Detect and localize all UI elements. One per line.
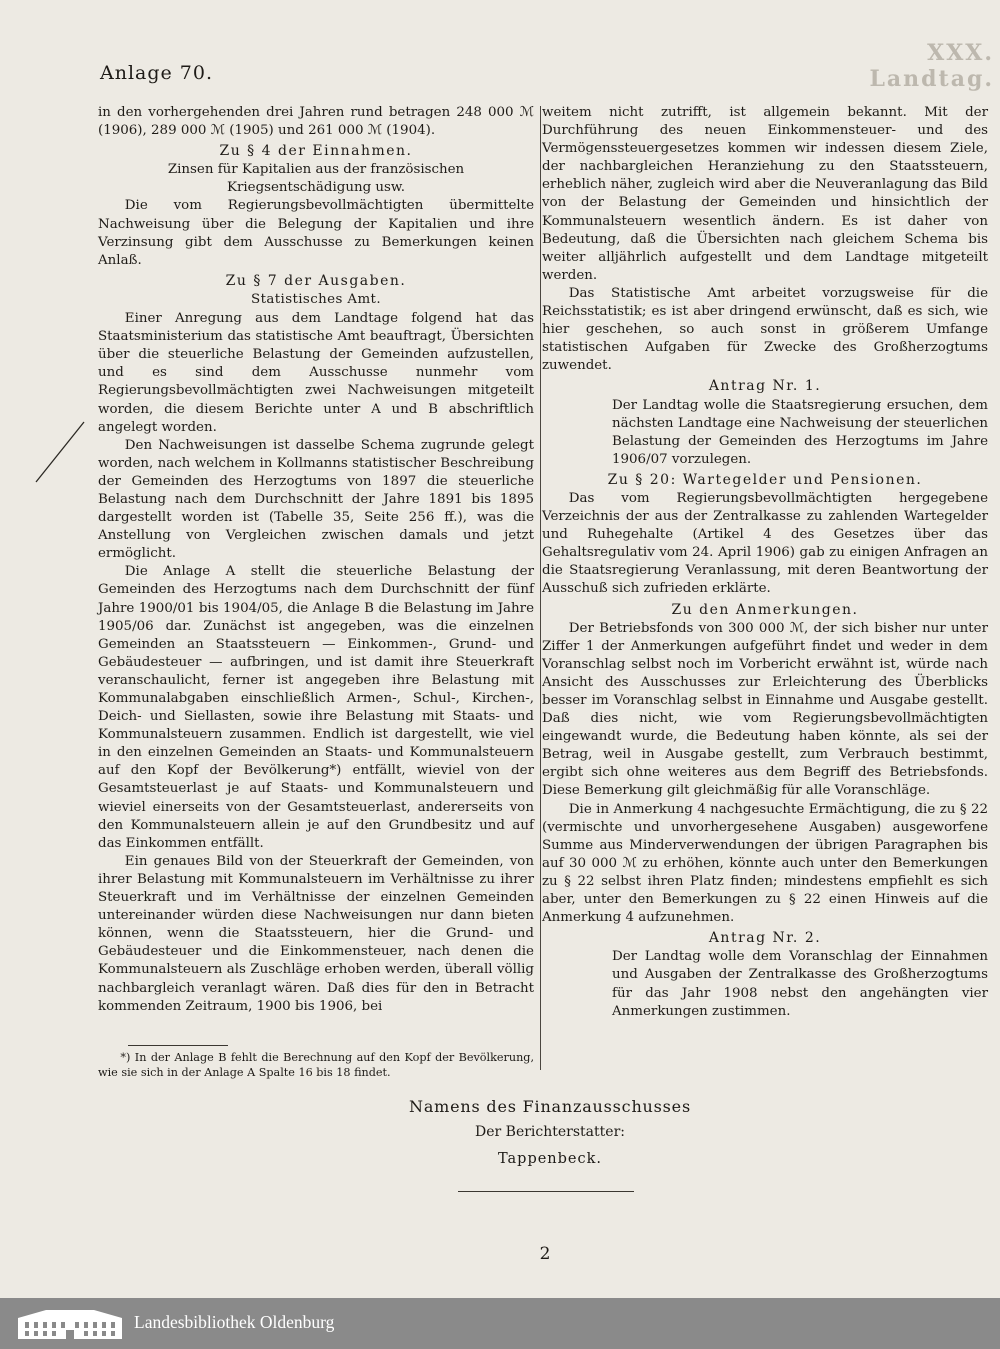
right-column xyxy=(542,104,988,1021)
paragraph-anregung: Einer Anregung aus dem Landtage folgend hat das Staatsministerium das statistische Amt beauftragt, Übersichten über die steuerliche Belastung der Gemeinden aufzustellen, und es sind dem Ausschusse nunmehr vom Regierungsbevollmächtigten zwei Nachweisungen mitgeteilt worden, die diesem Berichte unter A und B abschriftlich angelegt worden. xyxy=(98,311,534,435)
paragraph-statistisches-amt: Das Statistische Amt arbeitet vorzugsweise für die Reichsstatistik; es ist aber dringend erwünscht, daß es sich, wie hier geschehen, so auch sonst in größerem Umfange statistischen Aufgaben für Zwecke des Großherzogtums zuwendet. xyxy=(542,285,988,374)
paragraph-anlage: Die Anlage A stellt die steuerliche Belastung der Gemeinden des Herzogtums nach dem Durchschnitt der fünf Jahre 1900/01 bis 1904/05, die Anlage B die Belastung im Jahre 1905/06 dar. Zunächst ist angegeben, was die einzelnen Gemeinden an Staatssteuern — Einkommen-, Grund- und Gebäudesteuer — aufbringen, und ist damit ihre Steuerkraft veranschaulicht, ferner ist angegeben ihre Belastung mit Kommunalabgaben einschließlich Armen-, Schul-, Kirchen-, Deich- und Siellasten, sowie ihre Belastung mit Staats- und Kommunalsteuern zusammen. Endlich ist dargestellt, wie viel in den einzelnen Gemeinden an Staats- und Kommunalsteuern auf den Kopf der Bevölkerung*) entfällt, wieviel von der Gesamtsteuerlast je auf Staats- und Kommunalsteuern und wieviel einerseits von der Gesamtsteuerlast, andererseits von den Kommunalsteuern allein je auf den Grundbesitz und auf das Einkommen entfällt. xyxy=(98,564,534,851)
motion-antrag-2: Der Landtag wolle dem Voranschlag der Einnahmen und Ausgaben der Zentralkasse des Großherzogtums für das Jahr 1908 nebst den angehängten vier Anmerkungen zustimmen. xyxy=(612,949,988,1019)
signature-committee: Namens des Finanzausschusses xyxy=(409,1097,691,1116)
page-header: Anlage 70. xyxy=(100,62,214,84)
signature-name: Tappenbeck. xyxy=(497,1151,603,1167)
motion-antrag-1: Der Landtag wolle die Staatsregierung ersuchen, dem nächsten Landtage eine Nachweisung der steuerlichen Belastung der Gemeinden des Herzogtums im Jahre 1906/07 vorzulegen. xyxy=(612,397,988,467)
library-building-icon xyxy=(16,1308,124,1340)
paragraph-weitem: weitem nicht zutrifft, ist allgemein bekannt. Mit der Durchführung des neuen Einkommensteuer- und des Vermögenssteuergesetzes kommen wir indessen diesem Ziele, der nachbargleichen Heranziehung zu den Staatssteuern, erheblich näher, zugleich wird aber die Neuveranlagung das Bild von der Belastung der Gemeinden und hinsichtlich der Kommunalsteuern wesentlich ändern. Es ist daher von Bedeutung, daß die Übersichten nach gleichem Schema bis weiter alljährlich aufgestellt und dem Landtage mitgeteilt werden. xyxy=(542,105,988,283)
subheading-zinsen: Zinsen für Kapitalien aus der französischen Kriegsentschädigung usw. xyxy=(167,162,465,196)
subheading-statistisches-amt: Statistisches Amt. xyxy=(251,291,381,307)
column-divider xyxy=(540,106,541,1070)
page-number: 2 xyxy=(539,1244,551,1264)
footnote-rule xyxy=(128,1045,228,1046)
paragraph-wartegelder: Das vom Regierungsbevollmächtigten hergegebene Verzeichnis der aus der Zentralkasse zu zahlenden Wartegelder und Ruhegehalte (Artikel 4 des Gesetzes über das Gehaltsregulativ vom 24. April 1906) gab zu einigen Anfragen an die Staatsregierung Veranlassung, mit deren Beantwortung der Ausschuß sich zufrieden erklärte. xyxy=(542,490,988,597)
paragraph-schema: Den Nachweisungen ist dasselbe Schema zugrunde gelegt worden, nach welchem in Kollmanns statistischer Beschreibung der Gemeinden des Herzogtums von 1897 die steuerliche Belastung nach dem Durchschnitt der Jahre 1891 bis 1895 dargestellt worden ist (Tabelle 35, Seite 256 ff.), was die Anstellung von Vergleichen zwischen damals und jetzt ermöglicht. xyxy=(98,437,534,562)
footnote: *) In der Anlage B fehlt die Berechnung auf den Kopf der Bevölkerung, wie sie sich in der Anlage A Spalte 16 bis 18 findet. xyxy=(98,1051,534,1079)
paragraph-bild: Ein genaues Bild von der Steuerkraft der Gemeinden, von ihrer Belastung mit Kommunalsteuern im Verhältnisse zu ihrer Steuerkraft und im Verhältnisse der einzelnen Gemeinden untereinander würden diese Nachweisungen nur dann bieten können, wenn die Staatssteuern, hier die Grund- und Gebäudesteuer und die Einkommensteuer, nach denen die Kommunalsteuern als Zuschläge erhoben werden, überall völlig nachbargleich veranlagt wären. Daß dies für den in Betracht kommenden Zeitraum, 1900 bis 1906, bei xyxy=(98,853,534,1014)
bleed-through-heading: XXX. Landtag. xyxy=(869,40,994,92)
heading-ausgaben: Zu § 7 der Ausgaben. xyxy=(225,272,407,289)
intro-paragraph: in den vorhergehenden drei Jahren rund betragen 248 000 ℳ (1906), 289 000 ℳ (1905) und 261 000 ℳ (1904). xyxy=(98,105,534,139)
heading-paragraph-20: Zu § 20: Wartegelder und Pensionen. xyxy=(607,471,923,488)
paragraph-zinsen: Die vom Regierungsbevollmächtigten übermittelte Nachweisung über die Belegung der Kapitalien und ihre Verzinsung gibt dem Ausschusse zu Bemerkungen keinen Anlaß. xyxy=(98,198,534,268)
heading-anmerkungen: Zu den Anmerkungen. xyxy=(671,601,859,618)
paragraph-betriebsfonds: Der Betriebsfonds von 300 000 ℳ, der sich bisher nur unter Ziffer 1 der Anmerkungen aufgeführt findet und weder in dem Voranschlag selbst noch im Vorbericht erwähnt ist, würde nach Ansicht des Ausschusses zur Erleichterung des Überblicks besser im Voranschlag selbst in Einnahme und Ausgabe gestellt. Daß dies nicht, wie vom Regierungsbevollmächtigten eingewandt wurde, die Bedeutung haben könnte, als sei der Betrag, weil in Ausgabe gestellt, zum Verbrauch bestimmt, ergibt sich ohne weiteres aus dem Begriff des Betriebsfonds. Diese Bemerkung gilt gleichmäßig für alle Voranschläge. xyxy=(542,620,988,799)
heading-antrag-1: Antrag Nr. 1. xyxy=(708,378,822,395)
heading-antrag-2: Antrag Nr. 2. xyxy=(708,930,822,947)
library-name: Landesbibliothek Oldenburg xyxy=(134,1312,335,1332)
paragraph-anmerkung-4: Die in Anmerkung 4 nachgesuchte Ermächtigung, die zu § 22 (vermischte und unvorhergesehene Ausgaben) ausgeworfene Summe aus Minderverwendungen der übrigen Paragraphen bis auf 30 000 ℳ zu erhöhen, könnte auch unter den Bemerkungen zu § 22 selbst ihren Platz finden; mindestens empfiehlt es sich aber, unter den Bemerkungen zu § 22 einen Hinweis auf die Anmerkung 4 aufzunehmen. xyxy=(542,801,988,926)
signature-rule xyxy=(458,1191,634,1192)
signature-role: Der Berichterstatter: xyxy=(475,1124,625,1140)
heading-einnahmen: Zu § 4 der Einnahmen. xyxy=(219,143,413,160)
left-column xyxy=(98,104,534,1016)
library-footer xyxy=(0,1298,1000,1349)
